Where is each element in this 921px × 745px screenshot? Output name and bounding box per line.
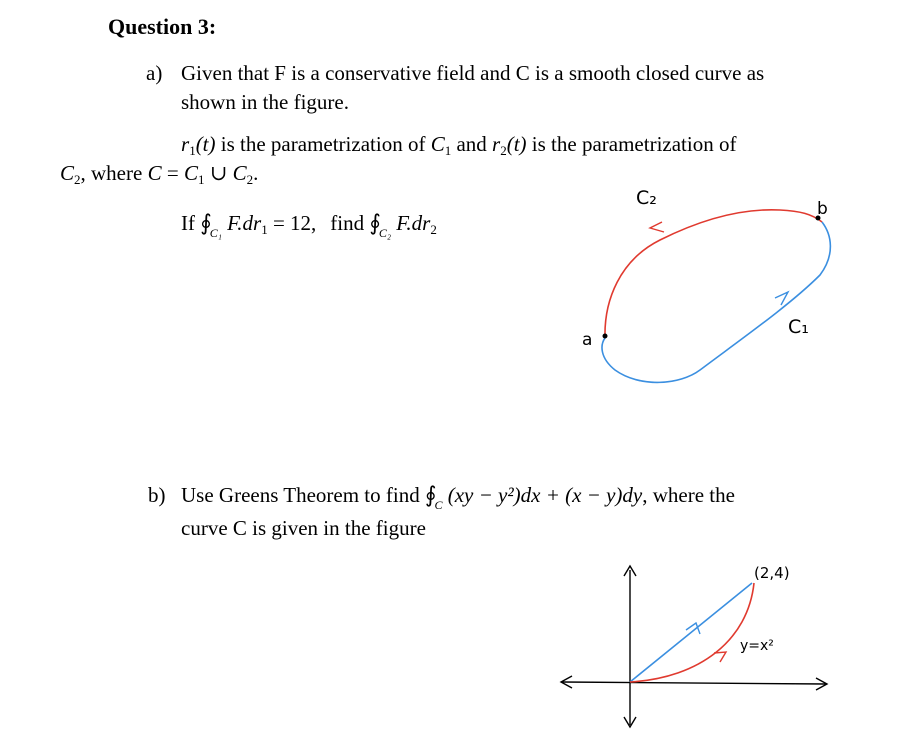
label-b: b bbox=[817, 199, 828, 219]
c-symbol: C bbox=[147, 161, 162, 185]
line3-mid1: is the parametrization of bbox=[215, 132, 431, 156]
part-b-line2: curve C is given in the figure bbox=[181, 516, 426, 540]
union-c1: C bbox=[183, 161, 198, 185]
union-c2: C bbox=[232, 161, 247, 185]
label-a: a bbox=[582, 330, 593, 350]
line3-end: is the parametrization of bbox=[526, 132, 737, 156]
r2-arg: (t) bbox=[506, 132, 527, 156]
find-word: find bbox=[330, 211, 370, 235]
r1-arg: (t) bbox=[195, 132, 216, 156]
part-a-line1: Given that F is a conservative field and C is a smooth closed curve as bbox=[181, 61, 765, 85]
question-title: Question 3: bbox=[108, 14, 217, 39]
integrand-1-sub: 1 bbox=[261, 222, 268, 237]
where-text: , where bbox=[80, 161, 148, 185]
r1-symbol: r bbox=[181, 132, 190, 156]
union-c2-sub: 2 bbox=[246, 172, 254, 187]
parabola-direction-arrow bbox=[714, 652, 726, 662]
contour-integral-b: ∮ bbox=[424, 482, 437, 507]
c2-symbol: C bbox=[60, 161, 75, 185]
integrand-2: F.dr bbox=[391, 211, 431, 235]
r2-symbol: r bbox=[492, 132, 501, 156]
part-a-line2: shown in the figure. bbox=[181, 90, 349, 114]
equals-12: = 12, bbox=[267, 211, 317, 235]
line4-end: . bbox=[253, 161, 259, 185]
label-c1: C₁ bbox=[788, 316, 809, 338]
c2-sub: 2 bbox=[74, 172, 81, 187]
line3-mid2: and bbox=[451, 132, 493, 156]
line-direction-arrow bbox=[686, 623, 700, 634]
contour-integral-b-sub: C bbox=[434, 498, 443, 512]
r2-sub: 2 bbox=[500, 143, 507, 158]
x-axis bbox=[562, 682, 826, 684]
contour-integral-1-sub: C₁ bbox=[209, 226, 222, 240]
point-label: (2,4) bbox=[754, 564, 790, 582]
part-b-label: b) bbox=[148, 483, 166, 507]
part-a-label: a) bbox=[146, 61, 163, 85]
equals-sign: = bbox=[161, 161, 184, 185]
axes bbox=[561, 566, 827, 727]
part-b-intro: Use Greens Theorem to find bbox=[181, 483, 425, 507]
if-word: If bbox=[181, 211, 201, 235]
c1-sub: 1 bbox=[444, 143, 452, 158]
contour-integral-2: ∮ bbox=[369, 210, 381, 235]
curve-label: y=x² bbox=[740, 638, 774, 654]
integrand-b: (xy − y²)dx + (x − y)dy bbox=[442, 483, 643, 507]
contour-integral-2-sub: C₂ bbox=[378, 226, 392, 240]
label-c2: C₂ bbox=[636, 187, 657, 209]
union-c1-sub: 1 bbox=[197, 172, 205, 187]
union-symbol: ∪ bbox=[204, 161, 233, 185]
integrand-1: F.dr bbox=[221, 211, 262, 235]
r1-sub: 1 bbox=[189, 143, 196, 158]
integrand-2-sub: 2 bbox=[430, 222, 437, 237]
contour-integral-1: ∮ bbox=[200, 210, 212, 235]
part-b-line1-end: , where the bbox=[642, 483, 735, 507]
c1-symbol: C bbox=[430, 132, 445, 156]
